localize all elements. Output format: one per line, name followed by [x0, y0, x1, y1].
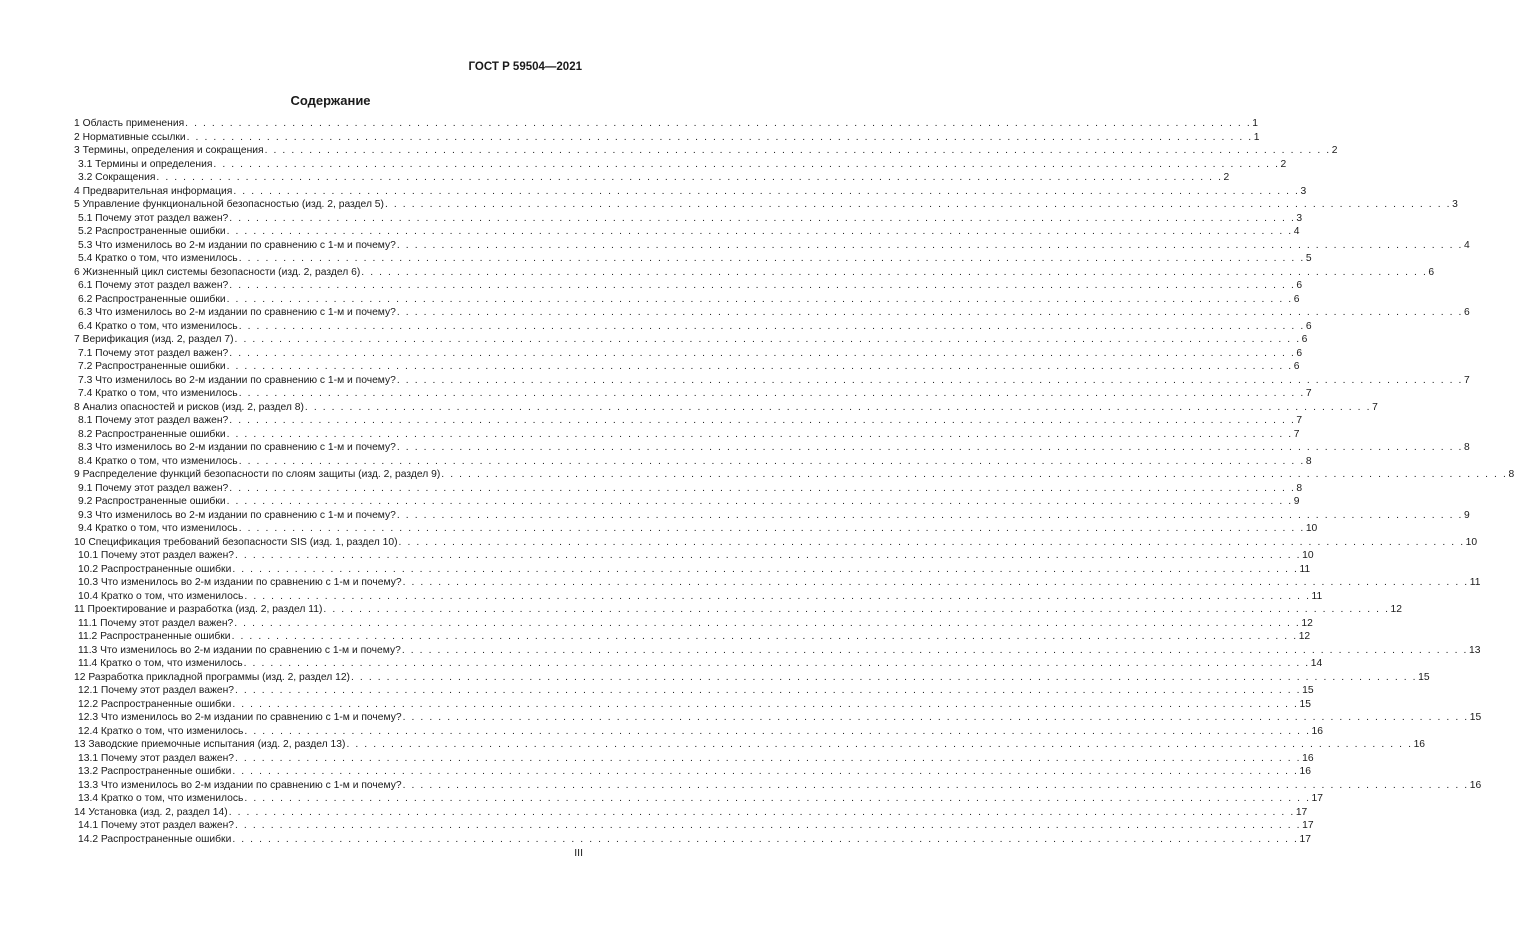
toc-entry[interactable]: [74, 482, 1303, 496]
toc-entry-title: 1 Область применения: [74, 118, 185, 129]
toc-entry[interactable]: [74, 198, 1458, 212]
document-code: ГОСТ Р 59504—2021: [468, 61, 582, 73]
toc-entry[interactable]: [74, 401, 1378, 415]
dot-leader: . . . . . . . . . . . . . . . . . . . . . . . . . . . . . . . . . . . . . . . . . . . . . . . . . . . . . . . . . . . . . . . . . . . . . . . . . . . . . . . . . . . . . . . . . . . . . . . . . . . . . . . . . . . . . . . . . . . . . . . .: [401, 644, 1468, 656]
dot-leader: . . . . . . . . . . . . . . . . . . . . . . . . . . . . . . . . . . . . . . . . . . . . . . . . . . . . . . . . . . . . . . . . . . . . . . . . . . . . . . . . . . . . . . . . . . . . . . . . . . . . . . . . . . . . . . . . . . . . . . . .: [238, 455, 1305, 467]
toc-entry-page: 17: [1302, 820, 1314, 831]
toc-entry-title: 13.1 Почему этот раздел важен?: [78, 752, 235, 764]
dot-leader: . . . . . . . . . . . . . . . . . . . . . . . . . . . . . . . . . . . . . . . . . . . . . . . . . . . . . . . . . . . . . . . . . . . . . . . . . . . . . . . . . . . . . . . . . . . . . . . . . . . . . . . . . . . . . . . . . . . . . . . .: [304, 401, 1372, 413]
toc-entry-page: 8: [1305, 455, 1312, 467]
toc-entry-page: 13: [1468, 644, 1481, 656]
toc-entry-title: 13.2 Распространенные ошибки: [78, 766, 232, 777]
toc-entry-page: 9: [1464, 509, 1470, 521]
dot-leader: . . . . . . . . . . . . . . . . . . . . . . . . . . . . . . . . . . . . . . . . . . . . . . . . . . . . . . . . . . . . . . . . . . . . . . . . . . . . . . . . . . . . . . . . . . . . . . . . . . . . . . . . . . . . . . . . . . . . . . . .: [264, 145, 1331, 156]
dot-leader: . . . . . . . . . . . . . . . . . . . . . . . . . . . . . . . . . . . . . . . . . . . . . . . . . . . . . . . . . . . . . . . . . . . . . . . . . . . . . . . . . . . . . . . . . . . . . . . . . . . . . . . . . . . . . . . . . . . . . . . .: [396, 442, 1464, 453]
toc-entry-page: 2: [1331, 145, 1338, 156]
dot-leader: . . . . . . . . . . . . . . . . . . . . . . . . . . . . . . . . . . . . . . . . . . . . . . . . . . . . . . . . . . . . . . . . . . . . . . . . . . . . . . . . . . . . . . . . . . . . . . . . . . . . . . . . . . . . . . . . . . . . . . . .: [441, 469, 1508, 480]
toc-entry-page: 11: [1311, 590, 1323, 602]
toc-entry-page: 1: [1253, 131, 1260, 143]
dot-leader: . . . . . . . . . . . . . . . . . . . . . . . . . . . . . . . . . . . . . . . . . . . . . . . . . . . . . . . . . . . . . . . . . . . . . . . . . . . . . . . . . . . . . . . . . . . . . . . . . . . . . . . . . . . . . . . . . . . . . . . .: [396, 239, 1464, 251]
dot-leader: . . . . . . . . . . . . . . . . . . . . . . . . . . . . . . . . . . . . . . . . . . . . . . . . . . . . . . . . . . . . . . . . . . . . . . . . . . . . . . . . . . . . . . . . . . . . . . . . . . . . . . . . . . . . . . . . . . . . . . . .: [244, 590, 1311, 602]
toc-entry-title: 14 Установка (изд. 2, раздел 14): [74, 806, 228, 818]
dot-leader: . . . . . . . . . . . . . . . . . . . . . . . . . . . . . . . . . . . . . . . . . . . . . . . . . . . . . . . . . . . . . . . . . . . . . . . . . . . . . . . . . . . . . . . . . . . . . . . . . . . . . . . . . . . . . . . . . . . . . . . .: [156, 172, 1223, 183]
toc-entry-page: 6: [1301, 334, 1308, 345]
dot-leader: . . . . . . . . . . . . . . . . . . . . . . . . . . . . . . . . . . . . . . . . . . . . . . . . . . . . . . . . . . . . . . . . . . . . . . . . . . . . . . . . . . . . . . . . . . . . . . . . . . . . . . . . . . . . . . . . . . . . . . . .: [238, 320, 1305, 332]
dot-leader: . . . . . . . . . . . . . . . . . . . . . . . . . . . . . . . . . . . . . . . . . . . . . . . . . . . . . . . . . . . . . . . . . . . . . . . . . . . . . . . . . . . . . . . . . . . . . . . . . . . . . . . . . . . . . . . . . . . . . . . .: [226, 496, 1293, 507]
dot-leader: . . . . . . . . . . . . . . . . . . . . . . . . . . . . . . . . . . . . . . . . . . . . . . . . . . . . . . . . . . . . . . . . . . . . . . . . . . . . . . . . . . . . . . . . . . . . . . . . . . . . . . . . . . . . . . . . . . . . . . . .: [213, 158, 1280, 170]
toc-entry[interactable]: [74, 617, 1313, 631]
toc-entry-page: 16: [1302, 752, 1314, 764]
toc-entry-page: 9: [1293, 496, 1300, 507]
toc-entry-page: 3: [1452, 199, 1458, 210]
toc-entry-page: 5: [1305, 253, 1312, 264]
dot-leader: . . . . . . . . . . . . . . . . . . . . . . . . . . . . . . . . . . . . . . . . . . . . . . . . . . . . . . . . . . . . . . . . . . . . . . . . . . . . . . . . . . . . . . . . . . . . . . . . . . . . . . . . . . . . . . . . . . . . . . . .: [229, 212, 1296, 224]
toc-entry[interactable]: [74, 117, 1259, 131]
toc-entry[interactable]: [74, 455, 1312, 469]
toc-entry-title: 6.3 Что изменилось во 2-м издании по сравнению с 1-м и почему?: [78, 307, 396, 318]
toc-entry-title: 9.4 Кратко о том, что изменилось: [78, 523, 238, 534]
toc-entry-title: 8.4 Кратко о том, что изменилось: [78, 455, 238, 467]
toc-entry-title: 12 Разработка прикладной программы (изд. 2, раздел 12): [74, 671, 350, 683]
toc-entry[interactable]: [74, 158, 1287, 172]
toc-entry[interactable]: [74, 819, 1314, 833]
toc-entry-page: 8: [1464, 442, 1470, 453]
toc-entry-page: 10: [1305, 523, 1318, 534]
toc-entry-title: 12.2 Распространенные ошибки: [78, 698, 232, 710]
table-of-contents: [74, 117, 1514, 846]
dot-leader: . . . . . . . . . . . . . . . . . . . . . . . . . . . . . . . . . . . . . . . . . . . . . . . . . . . . . . . . . . . . . . . . . . . . . . . . . . . . . . . . . . . . . . . . . . . . . . . . . . . . . . . . . . . . . . . . . . . . . . . .: [238, 388, 1305, 399]
toc-entry-title: 10 Спецификация требований безопасности SIS (изд. 1, раздел 10): [74, 536, 398, 548]
dot-leader: . . . . . . . . . . . . . . . . . . . . . . . . . . . . . . . . . . . . . . . . . . . . . . . . . . . . . . . . . . . . . . . . . . . . . . . . . . . . . . . . . . . . . . . . . . . . . . . . . . . . . . . . . . . . . . . . . . . . . . . .: [402, 779, 1469, 791]
dot-leader: . . . . . . . . . . . . . . . . . . . . . . . . . . . . . . . . . . . . . . . . . . . . . . . . . . . . . . . . . . . . . . . . . . . . . . . . . . . . . . . . . . . . . . . . . . . . . . . . . . . . . . . . . . . . . . . . . . . . . . . .: [238, 523, 1305, 534]
toc-entry-page: 15: [1469, 712, 1482, 723]
dot-leader: . . . . . . . . . . . . . . . . . . . . . . . . . . . . . . . . . . . . . . . . . . . . . . . . . . . . . . . . . . . . . . . . . . . . . . . . . . . . . . . . . . . . . . . . . . . . . . . . . . . . . . . . . . . . . . . . . . . . . . . .: [229, 482, 1296, 494]
toc-entry-title: 7.1 Почему этот раздел важен?: [78, 347, 229, 359]
dot-leader: . . . . . . . . . . . . . . . . . . . . . . . . . . . . . . . . . . . . . . . . . . . . . . . . . . . . . . . . . . . . . . . . . . . . . . . . . . . . . . . . . . . . . . . . . . . . . . . . . . . . . . . . . . . . . . . . . . . . . . . .: [235, 752, 1302, 764]
toc-entry-title: 5.4 Кратко о том, что изменилось: [78, 253, 238, 264]
toc-entry[interactable]: [74, 630, 1311, 644]
dot-leader: . . . . . . . . . . . . . . . . . . . . . . . . . . . . . . . . . . . . . . . . . . . . . . . . . . . . . . . . . . . . . . . . . . . . . . . . . . . . . . . . . . . . . . . . . . . . . . . . . . . . . . . . . . . . . . . . . . . . . . . .: [229, 347, 1296, 359]
toc-entry-page: 16: [1469, 779, 1482, 791]
toc-entry-title: 6 Жизненный цикл системы безопасности (изд. 2, раздел 6): [74, 266, 361, 278]
dot-leader: . . . . . . . . . . . . . . . . . . . . . . . . . . . . . . . . . . . . . . . . . . . . . . . . . . . . . . . . . . . . . . . . . . . . . . . . . . . . . . . . . . . . . . . . . . . . . . . . . . . . . . . . . . . . . . . . . . . . . . . .: [233, 185, 1300, 197]
toc-entry-title: 9.1 Почему этот раздел важен?: [78, 482, 229, 494]
toc-entry-title: 13.4 Кратко о том, что изменилось: [78, 793, 244, 804]
toc-entry-page: 10: [1465, 536, 1478, 548]
dot-leader: . . . . . . . . . . . . . . . . . . . . . . . . . . . . . . . . . . . . . . . . . . . . . . . . . . . . . . . . . . . . . . . . . . . . . . . . . . . . . . . . . . . . . . . . . . . . . . . . . . . . . . . . . . . . . . . . . . . . . . . .: [238, 253, 1305, 264]
toc-entry-page: 4: [1293, 226, 1300, 237]
toc-entry-page: 15: [1299, 698, 1311, 710]
toc-entry-title: 3.1 Термины и определения: [78, 158, 213, 170]
toc-entry-title: 13 Заводские приемочные испытания (изд. 2, раздел 13): [74, 739, 346, 750]
toc-entry-title: 8.2 Распространенные ошибки: [78, 428, 226, 440]
toc-entry[interactable]: [74, 144, 1338, 158]
toc-entry-title: 10.3 Что изменилось во 2-м издании по сравнению с 1-м и почему?: [78, 577, 402, 588]
toc-entry[interactable]: [74, 806, 1308, 820]
dot-leader: . . . . . . . . . . . . . . . . . . . . . . . . . . . . . . . . . . . . . . . . . . . . . . . . . . . . . . . . . . . . . . . . . . . . . . . . . . . . . . . . . . . . . . . . . . . . . . . . . . . . . . . . . . . . . . . . . . . . . . . .: [185, 118, 1252, 129]
toc-entry-page: 12: [1390, 604, 1403, 615]
toc-entry-title: 14.2 Распространенные ошибки: [78, 833, 232, 845]
toc-entry[interactable]: [74, 765, 1311, 779]
toc-entry-page: 3: [1296, 212, 1303, 224]
dot-leader: . . . . . . . . . . . . . . . . . . . . . . . . . . . . . . . . . . . . . . . . . . . . . . . . . . . . . . . . . . . . . . . . . . . . . . . . . . . . . . . . . . . . . . . . . . . . . . . . . . . . . . . . . . . . . . . . . . . . . . . .: [398, 536, 1465, 548]
toc-entry-page: 2: [1280, 158, 1287, 170]
dot-leader: . . . . . . . . . . . . . . . . . . . . . . . . . . . . . . . . . . . . . . . . . . . . . . . . . . . . . . . . . . . . . . . . . . . . . . . . . . . . . . . . . . . . . . . . . . . . . . . . . . . . . . . . . . . . . . . . . . . . . . . .: [351, 671, 1418, 683]
toc-entry-title: 11.1 Почему этот раздел важен?: [78, 617, 234, 629]
toc-entry-title: 10.4 Кратко о том, что изменилось: [78, 590, 244, 602]
toc-entry[interactable]: [74, 279, 1303, 293]
toc-entry-page: 12: [1298, 631, 1311, 642]
dot-leader: . . . . . . . . . . . . . . . . . . . . . . . . . . . . . . . . . . . . . . . . . . . . . . . . . . . . . . . . . . . . . . . . . . . . . . . . . . . . . . . . . . . . . . . . . . . . . . . . . . . . . . . . . . . . . . . . . . . . . . . .: [244, 725, 1311, 737]
toc-entry[interactable]: [74, 266, 1435, 280]
dot-leader: . . . . . . . . . . . . . . . . . . . . . . . . . . . . . . . . . . . . . . . . . . . . . . . . . . . . . . . . . . . . . . . . . . . . . . . . . . . . . . . . . . . . . . . . . . . . . . . . . . . . . . . . . . . . . . . . . . . . . . . .: [323, 604, 1390, 615]
dot-leader: . . . . . . . . . . . . . . . . . . . . . . . . . . . . . . . . . . . . . . . . . . . . . . . . . . . . . . . . . . . . . . . . . . . . . . . . . . . . . . . . . . . . . . . . . . . . . . . . . . . . . . . . . . . . . . . . . . . . . . . .: [396, 509, 1464, 521]
toc-entry-page: 15: [1418, 671, 1430, 683]
toc-entry-title: 8.3 Что изменилось во 2-м издании по сравнению с 1-м и почему?: [78, 442, 396, 453]
toc-entry-page: 7: [1372, 401, 1378, 413]
toc-entry[interactable]: [74, 684, 1314, 698]
toc-entry[interactable]: [74, 671, 1430, 685]
toc-entry[interactable]: [74, 509, 1470, 523]
toc-entry-title: 10.1 Почему этот раздел важен?: [78, 550, 235, 561]
toc-entry-page: 17: [1311, 793, 1324, 804]
toc-entry-title: 12.3 Что изменилось во 2-м издании по сравнению с 1-м и почему?: [78, 712, 402, 723]
dot-leader: . . . . . . . . . . . . . . . . . . . . . . . . . . . . . . . . . . . . . . . . . . . . . . . . . . . . . . . . . . . . . . . . . . . . . . . . . . . . . . . . . . . . . . . . . . . . . . . . . . . . . . . . . . . . . . . . . . . . . . . .: [228, 806, 1295, 818]
toc-entry-title: 11.2 Распространенные ошибки: [78, 631, 231, 642]
toc-entry[interactable]: [74, 347, 1303, 361]
toc-entry-title: 5.1 Почему этот раздел важен?: [78, 212, 229, 224]
toc-entry-title: 6.2 Распространенные ошибки: [78, 293, 226, 305]
toc-entry[interactable]: [74, 374, 1470, 388]
toc-entry-title: 6.1 Почему этот раздел важен?: [78, 280, 229, 291]
dot-leader: . . . . . . . . . . . . . . . . . . . . . . . . . . . . . . . . . . . . . . . . . . . . . . . . . . . . . . . . . . . . . . . . . . . . . . . . . . . . . . . . . . . . . . . . . . . . . . . . . . . . . . . . . . . . . . . . . . . . . . . .: [396, 307, 1464, 318]
toc-entry[interactable]: [74, 293, 1300, 307]
toc-entry-page: 10: [1302, 550, 1314, 561]
dot-leader: . . . . . . . . . . . . . . . . . . . . . . . . . . . . . . . . . . . . . . . . . . . . . . . . . . . . . . . . . . . . . . . . . . . . . . . . . . . . . . . . . . . . . . . . . . . . . . . . . . . . . . . . . . . . . . . . . . . . . . . .: [232, 563, 1299, 575]
toc-entry-page: 6: [1428, 266, 1435, 278]
toc-entry-page: 8: [1508, 469, 1514, 480]
toc-entry-page: 16: [1299, 766, 1311, 777]
dot-leader: . . . . . . . . . . . . . . . . . . . . . . . . . . . . . . . . . . . . . . . . . . . . . . . . . . . . . . . . . . . . . . . . . . . . . . . . . . . . . . . . . . . . . . . . . . . . . . . . . . . . . . . . . . . . . . . . . . . . . . . .: [232, 698, 1299, 710]
toc-entry-page: 8: [1296, 482, 1303, 494]
dot-leader: . . . . . . . . . . . . . . . . . . . . . . . . . . . . . . . . . . . . . . . . . . . . . . . . . . . . . . . . . . . . . . . . . . . . . . . . . . . . . . . . . . . . . . . . . . . . . . . . . . . . . . . . . . . . . . . . . . . . . . . .: [396, 374, 1464, 386]
toc-entry-page: 7: [1464, 374, 1470, 386]
toc-entry-page: 11: [1469, 577, 1481, 588]
toc-entry-title: 9.3 Что изменилось во 2-м издании по сравнению с 1-м и почему?: [78, 509, 396, 521]
toc-entry-page: 6: [1296, 280, 1303, 291]
toc-entry[interactable]: [74, 536, 1478, 550]
toc-entry-page: 14: [1310, 658, 1323, 669]
toc-title: Содержание: [290, 93, 371, 108]
dot-leader: . . . . . . . . . . . . . . . . . . . . . . . . . . . . . . . . . . . . . . . . . . . . . . . . . . . . . . . . . . . . . . . . . . . . . . . . . . . . . . . . . . . . . . . . . . . . . . . . . . . . . . . . . . . . . . . . . . . . . . . .: [361, 266, 1428, 278]
dot-leader: . . . . . . . . . . . . . . . . . . . . . . . . . . . . . . . . . . . . . . . . . . . . . . . . . . . . . . . . . . . . . . . . . . . . . . . . . . . . . . . . . . . . . . . . . . . . . . . . . . . . . . . . . . . . . . . . . . . . . . . .: [226, 293, 1293, 305]
dot-leader: . . . . . . . . . . . . . . . . . . . . . . . . . . . . . . . . . . . . . . . . . . . . . . . . . . . . . . . . . . . . . . . . . . . . . . . . . . . . . . . . . . . . . . . . . . . . . . . . . . . . . . . . . . . . . . . . . . . . . . . .: [186, 131, 1253, 143]
dot-leader: . . . . . . . . . . . . . . . . . . . . . . . . . . . . . . . . . . . . . . . . . . . . . . . . . . . . . . . . . . . . . . . . . . . . . . . . . . . . . . . . . . . . . . . . . . . . . . . . . . . . . . . . . . . . . . . . . . . . . . . .: [235, 685, 1302, 696]
toc-entry-title: 5 Управление функциональной безопасностью (изд. 2, раздел 5): [74, 199, 384, 210]
toc-entry[interactable]: [74, 711, 1482, 725]
toc-entry-title: 3.2 Сокращения: [78, 172, 156, 183]
toc-entry[interactable]: [74, 360, 1300, 374]
toc-entry-page: 1: [1252, 118, 1259, 129]
toc-entry-title: 8 Анализ опасностей и рисков (изд. 2, раздел 8): [74, 401, 304, 413]
toc-entry[interactable]: [74, 644, 1481, 658]
dot-leader: . . . . . . . . . . . . . . . . . . . . . . . . . . . . . . . . . . . . . . . . . . . . . . . . . . . . . . . . . . . . . . . . . . . . . . . . . . . . . . . . . . . . . . . . . . . . . . . . . . . . . . . . . . . . . . . . . . . . . . . .: [244, 793, 1311, 804]
toc-entry-page: 7: [1305, 388, 1312, 399]
toc-entry-page: 6: [1305, 320, 1312, 332]
toc-entry-title: 10.2 Распространенные ошибки: [78, 563, 232, 575]
toc-entry[interactable]: [74, 306, 1470, 320]
dot-leader: . . . . . . . . . . . . . . . . . . . . . . . . . . . . . . . . . . . . . . . . . . . . . . . . . . . . . . . . . . . . . . . . . . . . . . . . . . . . . . . . . . . . . . . . . . . . . . . . . . . . . . . . . . . . . . . . . . . . . . . .: [229, 415, 1296, 426]
toc-entry[interactable]: [74, 414, 1303, 428]
toc-entry[interactable]: [74, 603, 1403, 617]
dot-leader: . . . . . . . . . . . . . . . . . . . . . . . . . . . . . . . . . . . . . . . . . . . . . . . . . . . . . . . . . . . . . . . . . . . . . . . . . . . . . . . . . . . . . . . . . . . . . . . . . . . . . . . . . . . . . . . . . . . . . . . .: [226, 428, 1293, 440]
toc-entry-page: 6: [1464, 307, 1470, 318]
toc-entry-page: 6: [1293, 293, 1300, 305]
dot-leader: . . . . . . . . . . . . . . . . . . . . . . . . . . . . . . . . . . . . . . . . . . . . . . . . . . . . . . . . . . . . . . . . . . . . . . . . . . . . . . . . . . . . . . . . . . . . . . . . . . . . . . . . . . . . . . . . . . . . . . . .: [226, 361, 1293, 372]
toc-entry-title: 14.1 Почему этот раздел важен?: [78, 820, 235, 831]
toc-entry[interactable]: [74, 495, 1300, 509]
toc-entry-page: 16: [1413, 739, 1426, 750]
toc-entry-page: 11: [1299, 563, 1311, 575]
dot-leader: . . . . . . . . . . . . . . . . . . . . . . . . . . . . . . . . . . . . . . . . . . . . . . . . . . . . . . . . . . . . . . . . . . . . . . . . . . . . . . . . . . . . . . . . . . . . . . . . . . . . . . . . . . . . . . . . . . . . . . . .: [384, 199, 1452, 210]
toc-entry-title: 13.3 Что изменилось во 2-м издании по сравнению с 1-м и почему?: [78, 779, 402, 791]
toc-entry-title: 7.4 Кратко о том, что изменилось: [78, 388, 238, 399]
toc-entry-title: 3 Термины, определения и сокращения: [74, 145, 264, 156]
dot-leader: . . . . . . . . . . . . . . . . . . . . . . . . . . . . . . . . . . . . . . . . . . . . . . . . . . . . . . . . . . . . . . . . . . . . . . . . . . . . . . . . . . . . . . . . . . . . . . . . . . . . . . . . . . . . . . . . . . . . . . . .: [231, 631, 1298, 642]
toc-entry[interactable]: [74, 738, 1426, 752]
toc-entry[interactable]: [74, 171, 1230, 185]
toc-entry[interactable]: [74, 725, 1324, 739]
toc-entry[interactable]: [74, 225, 1300, 239]
dot-leader: . . . . . . . . . . . . . . . . . . . . . . . . . . . . . . . . . . . . . . . . . . . . . . . . . . . . . . . . . . . . . . . . . . . . . . . . . . . . . . . . . . . . . . . . . . . . . . . . . . . . . . . . . . . . . . . . . . . . . . . .: [226, 226, 1293, 237]
toc-entry[interactable]: [74, 185, 1307, 199]
toc-entry[interactable]: [74, 549, 1314, 563]
toc-entry[interactable]: [74, 576, 1481, 590]
toc-entry-title: 11.4 Кратко о том, что изменилось: [78, 658, 243, 669]
toc-entry[interactable]: [74, 752, 1314, 766]
toc-entry-title: 11.3 Что изменилось во 2-м издании по сравнению с 1-м и почему?: [78, 644, 401, 656]
dot-leader: . . . . . . . . . . . . . . . . . . . . . . . . . . . . . . . . . . . . . . . . . . . . . . . . . . . . . . . . . . . . . . . . . . . . . . . . . . . . . . . . . . . . . . . . . . . . . . . . . . . . . . . . . . . . . . . . . . . . . . . .: [234, 617, 1301, 629]
dot-leader: . . . . . . . . . . . . . . . . . . . . . . . . . . . . . . . . . . . . . . . . . . . . . . . . . . . . . . . . . . . . . . . . . . . . . . . . . . . . . . . . . . . . . . . . . . . . . . . . . . . . . . . . . . . . . . . . . . . . . . . .: [243, 658, 1310, 669]
dot-leader: . . . . . . . . . . . . . . . . . . . . . . . . . . . . . . . . . . . . . . . . . . . . . . . . . . . . . . . . . . . . . . . . . . . . . . . . . . . . . . . . . . . . . . . . . . . . . . . . . . . . . . . . . . . . . . . . . . . . . . . .: [232, 833, 1299, 845]
toc-entry-title: 9.2 Распространенные ошибки: [78, 496, 226, 507]
toc-entry[interactable]: [74, 468, 1514, 482]
dot-leader: . . . . . . . . . . . . . . . . . . . . . . . . . . . . . . . . . . . . . . . . . . . . . . . . . . . . . . . . . . . . . . . . . . . . . . . . . . . . . . . . . . . . . . . . . . . . . . . . . . . . . . . . . . . . . . . . . . . . . . . .: [346, 739, 1413, 750]
toc-entry[interactable]: [74, 522, 1318, 536]
toc-entry-title: 11 Проектирование и разработка (изд. 2, раздел 11): [74, 604, 323, 615]
toc-entry-page: 2: [1223, 172, 1230, 183]
toc-entry-title: 6.4 Кратко о том, что изменилось: [78, 320, 238, 332]
dot-leader: . . . . . . . . . . . . . . . . . . . . . . . . . . . . . . . . . . . . . . . . . . . . . . . . . . . . . . . . . . . . . . . . . . . . . . . . . . . . . . . . . . . . . . . . . . . . . . . . . . . . . . . . . . . . . . . . . . . . . . . .: [402, 577, 1469, 588]
toc-entry-title: 12.1 Почему этот раздел важен?: [78, 685, 235, 696]
toc-entry-page: 12: [1301, 617, 1313, 629]
toc-entry-page: 6: [1293, 361, 1300, 372]
dot-leader: . . . . . . . . . . . . . . . . . . . . . . . . . . . . . . . . . . . . . . . . . . . . . . . . . . . . . . . . . . . . . . . . . . . . . . . . . . . . . . . . . . . . . . . . . . . . . . . . . . . . . . . . . . . . . . . . . . . . . . . .: [229, 280, 1296, 291]
toc-entry[interactable]: [74, 333, 1308, 347]
toc-entry-title: 5.2 Распространенные ошибки: [78, 226, 226, 237]
toc-entry[interactable]: [74, 387, 1312, 401]
dot-leader: . . . . . . . . . . . . . . . . . . . . . . . . . . . . . . . . . . . . . . . . . . . . . . . . . . . . . . . . . . . . . . . . . . . . . . . . . . . . . . . . . . . . . . . . . . . . . . . . . . . . . . . . . . . . . . . . . . . . . . . .: [234, 334, 1301, 345]
toc-entry-page: 17: [1299, 833, 1311, 845]
dot-leader: . . . . . . . . . . . . . . . . . . . . . . . . . . . . . . . . . . . . . . . . . . . . . . . . . . . . . . . . . . . . . . . . . . . . . . . . . . . . . . . . . . . . . . . . . . . . . . . . . . . . . . . . . . . . . . . . . . . . . . . .: [235, 550, 1302, 561]
toc-entry-title: 12.4 Кратко о том, что изменилось: [78, 725, 244, 737]
page-number: III: [574, 847, 583, 859]
dot-leader: . . . . . . . . . . . . . . . . . . . . . . . . . . . . . . . . . . . . . . . . . . . . . . . . . . . . . . . . . . . . . . . . . . . . . . . . . . . . . . . . . . . . . . . . . . . . . . . . . . . . . . . . . . . . . . . . . . . . . . . .: [232, 766, 1299, 777]
toc-entry[interactable]: [74, 131, 1260, 145]
toc-entry[interactable]: [74, 590, 1323, 604]
toc-entry[interactable]: [74, 779, 1482, 793]
toc-entry-title: 5.3 Что изменилось во 2-м издании по сравнению с 1-м и почему?: [78, 239, 396, 251]
toc-entry[interactable]: [74, 657, 1323, 671]
toc-entry[interactable]: [74, 441, 1470, 455]
toc-entry-title: 8.1 Почему этот раздел важен?: [78, 415, 229, 426]
toc-entry[interactable]: [74, 239, 1470, 253]
toc-entry-page: 15: [1302, 685, 1314, 696]
toc-entry-page: 3: [1300, 185, 1307, 197]
toc-entry-title: 2 Нормативные ссылки: [74, 131, 186, 143]
dot-leader: . . . . . . . . . . . . . . . . . . . . . . . . . . . . . . . . . . . . . . . . . . . . . . . . . . . . . . . . . . . . . . . . . . . . . . . . . . . . . . . . . . . . . . . . . . . . . . . . . . . . . . . . . . . . . . . . . . . . . . . .: [402, 712, 1469, 723]
toc-entry-title: 7 Верификация (изд. 2, раздел 7): [74, 334, 234, 345]
toc-entry-page: 16: [1311, 725, 1324, 737]
toc-entry[interactable]: [74, 320, 1312, 334]
toc-entry-page: 7: [1296, 415, 1303, 426]
toc-entry-page: 4: [1464, 239, 1470, 251]
toc-entry[interactable]: [74, 792, 1324, 806]
toc-entry[interactable]: [74, 428, 1300, 442]
toc-entry[interactable]: [74, 563, 1311, 577]
toc-entry-title: 4 Предварительная информация: [74, 185, 233, 197]
toc-entry-page: 6: [1296, 347, 1303, 359]
toc-entry-title: 7.3 Что изменилось во 2-м издании по сравнению с 1-м и почему?: [78, 374, 396, 386]
toc-entry[interactable]: [74, 252, 1312, 266]
toc-entry[interactable]: [74, 212, 1303, 226]
toc-entry-page: 7: [1293, 428, 1300, 440]
toc-entry-title: 9 Распределение функций безопасности по слоям защиты (изд. 2, раздел 9): [74, 469, 441, 480]
toc-entry-page: 17: [1295, 806, 1308, 818]
toc-entry-title: 7.2 Распространенные ошибки: [78, 361, 226, 372]
toc-entry[interactable]: [74, 833, 1311, 847]
toc-entry[interactable]: [74, 698, 1311, 712]
dot-leader: . . . . . . . . . . . . . . . . . . . . . . . . . . . . . . . . . . . . . . . . . . . . . . . . . . . . . . . . . . . . . . . . . . . . . . . . . . . . . . . . . . . . . . . . . . . . . . . . . . . . . . . . . . . . . . . . . . . . . . . .: [235, 820, 1302, 831]
